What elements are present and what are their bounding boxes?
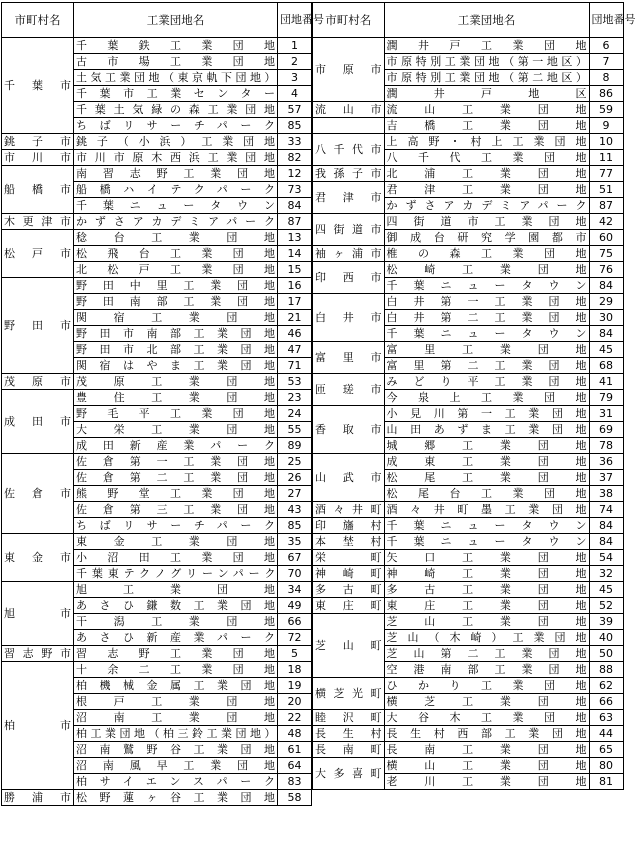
- estate-number-cell: 36: [589, 454, 623, 470]
- estate-name-cell: 北松戸工業団地: [74, 262, 278, 278]
- estate-name-cell: 横芝工業団地: [384, 694, 589, 710]
- estate-name-cell: 松野蓮ヶ谷工業団地: [74, 790, 278, 806]
- estate-name-cell: 御成台研究学園都市: [384, 230, 589, 246]
- estate-number-cell: 27: [278, 486, 312, 502]
- estate-number-cell: 77: [589, 166, 623, 182]
- estate-number-cell: 46: [278, 326, 312, 342]
- estate-name-cell: 市原特別工業団地（第二地区）: [384, 70, 589, 86]
- estate-number-cell: 14: [278, 246, 312, 262]
- estate-name-cell: 市原特別工業団地（第一地区）: [384, 54, 589, 70]
- table-row: [2, 134, 312, 150]
- estate-name-cell: 神崎工業団地: [384, 566, 589, 582]
- estate-name-cell: 沼南鷲野谷工業団地: [74, 742, 278, 758]
- left-estate-table: [1, 2, 324, 806]
- municipality-cell: 白 井 市: [312, 294, 384, 342]
- municipality-cell: 佐 倉 市: [2, 454, 74, 534]
- estate-name-cell: 長生村西部工業団地: [384, 726, 589, 742]
- estate-number-cell: 29: [589, 294, 623, 310]
- table-row: [312, 614, 623, 630]
- estate-name-cell: 沼南風早工業団地: [74, 758, 278, 774]
- estate-number-cell: 53: [278, 374, 312, 390]
- estate-name-cell: ちばリサーチパーク: [74, 118, 278, 134]
- estate-number-cell: 49: [278, 598, 312, 614]
- table-row: [312, 294, 623, 310]
- estate-number-cell: 7: [589, 54, 623, 70]
- estate-name-cell: みどり平工業団地: [384, 374, 589, 390]
- table-row: [312, 678, 623, 694]
- estate-number-cell: 51: [589, 182, 623, 198]
- table-row: [312, 406, 623, 422]
- estate-name-cell: 土気工業団地（東京軌下団地）: [74, 70, 278, 86]
- estate-number-cell: 20: [278, 694, 312, 710]
- municipality-cell: 茂 原 市: [2, 374, 74, 390]
- estate-name-cell: あさひ新産業パーク: [74, 630, 278, 646]
- table-row: [2, 38, 312, 54]
- estate-number-cell: 84: [589, 534, 623, 550]
- estate-number-cell: 62: [589, 678, 623, 694]
- estate-number-cell: 3: [278, 70, 312, 86]
- estate-number-cell: 10: [589, 134, 623, 150]
- municipality-cell: 旭 市: [2, 582, 74, 646]
- estate-number-cell: 55: [278, 422, 312, 438]
- estate-number-cell: 23: [278, 390, 312, 406]
- estate-name-cell: 茂原工業団地: [74, 374, 278, 390]
- estate-name-cell: 銚子（小浜）工業団地: [74, 134, 278, 150]
- table-row: [2, 150, 312, 166]
- estate-name-cell: 老川工業団地: [384, 774, 589, 790]
- estate-number-cell: 43: [278, 502, 312, 518]
- table-row: [2, 390, 312, 406]
- municipality-cell: 四 街 道 市: [312, 214, 384, 246]
- estate-number-cell: 41: [589, 374, 623, 390]
- municipality-cell: 東 金 市: [2, 534, 74, 582]
- estate-number-cell: 4: [278, 86, 312, 102]
- estate-number-cell: 83: [278, 774, 312, 790]
- estate-number-cell: 25: [278, 454, 312, 470]
- estate-name-cell: 柏工業団地（柏三鈴工業団地）: [74, 726, 278, 742]
- estate-number-cell: 70: [278, 566, 312, 582]
- right-header-number: 団地番号: [589, 3, 623, 38]
- estate-name-cell: 十余二工業団地: [74, 662, 278, 678]
- estate-number-cell: 89: [278, 438, 312, 454]
- estate-number-cell: 61: [278, 742, 312, 758]
- estate-number-cell: 73: [278, 182, 312, 198]
- municipality-cell: 多 古 町: [312, 582, 384, 598]
- estate-number-cell: 50: [589, 646, 623, 662]
- estate-name-cell: 千葉ニュータウン: [74, 198, 278, 214]
- municipality-cell: 成 田 市: [2, 390, 74, 454]
- estate-name-cell: 佐倉第一工業団地: [74, 454, 278, 470]
- table-row: [312, 38, 623, 54]
- estate-number-cell: 6: [589, 38, 623, 54]
- estate-name-cell: ちばリサーチパーク: [74, 518, 278, 534]
- municipality-cell: 流 山 市: [312, 102, 384, 118]
- estate-name-cell: 干潟工業団地: [74, 614, 278, 630]
- municipality-cell: 我 孫 子 市: [312, 166, 384, 182]
- municipality-cell: 匝 瑳 市: [312, 374, 384, 406]
- municipality-cell: 市 原 市: [312, 38, 384, 102]
- estate-number-cell: 1: [278, 38, 312, 54]
- estate-number-cell: 85: [278, 518, 312, 534]
- estate-number-cell: 2: [278, 54, 312, 70]
- estate-number-cell: 72: [278, 630, 312, 646]
- estate-name-cell: 小見川第一工業団地: [384, 406, 589, 422]
- estate-name-cell: 芝山工業団地: [384, 614, 589, 630]
- estate-number-cell: 52: [589, 598, 623, 614]
- table-row: [2, 646, 312, 662]
- estate-name-cell: 松尾工業団地: [384, 470, 589, 486]
- estate-name-cell: 佐倉第二工業団地: [74, 470, 278, 486]
- table-row: [312, 758, 623, 774]
- estate-number-cell: 32: [589, 566, 623, 582]
- estate-number-cell: 18: [278, 662, 312, 678]
- right-header-row: [312, 3, 623, 38]
- estate-number-cell: 71: [278, 358, 312, 374]
- estate-name-cell: 旭工業団地: [74, 582, 278, 598]
- table-row: [312, 598, 623, 614]
- estate-name-cell: 潤井戸地区: [384, 86, 589, 102]
- estate-name-cell: 習志野工業団地: [74, 646, 278, 662]
- estate-name-cell: 佐倉第三工業団地: [74, 502, 278, 518]
- estate-name-cell: 稔台工業団地: [74, 230, 278, 246]
- estate-number-cell: 57: [278, 102, 312, 118]
- estate-number-cell: 35: [278, 534, 312, 550]
- estate-number-cell: 64: [278, 758, 312, 774]
- estate-name-cell: 空港南部工業団地: [384, 662, 589, 678]
- municipality-cell: [312, 118, 384, 134]
- table-row: [2, 166, 312, 182]
- estate-number-cell: 88: [589, 662, 623, 678]
- right-header-municipality: 市町村名: [312, 3, 384, 38]
- estate-number-cell: 47: [278, 342, 312, 358]
- estate-number-cell: 79: [589, 390, 623, 406]
- municipality-cell: 富 里 市: [312, 342, 384, 374]
- estate-name-cell: 野田市南部工業団地: [74, 326, 278, 342]
- estate-number-cell: 87: [278, 214, 312, 230]
- estate-number-cell: 84: [589, 326, 623, 342]
- estate-number-cell: 86: [589, 86, 623, 102]
- municipality-cell: 勝 浦 市: [2, 790, 74, 806]
- estate-name-cell: 四街道市工業団地: [384, 214, 589, 230]
- municipality-cell: 君 津 市: [312, 182, 384, 214]
- estate-name-cell: 富里工業団地: [384, 342, 589, 358]
- estate-name-cell: 根戸工業団地: [74, 694, 278, 710]
- municipality-cell: 睦 沢 町: [312, 710, 384, 726]
- municipality-cell: 芝 山 町: [312, 614, 384, 678]
- estate-number-cell: 85: [278, 118, 312, 134]
- estate-name-cell: 千葉土気緑の森工業団地: [74, 102, 278, 118]
- estate-number-cell: 82: [278, 150, 312, 166]
- estate-name-cell: 白井第二工業団地: [384, 310, 589, 326]
- table-row: [312, 502, 623, 518]
- left-header-estate: 工業団地名: [74, 3, 278, 38]
- estate-number-cell: 67: [278, 550, 312, 566]
- estate-number-cell: 80: [589, 758, 623, 774]
- estate-number-cell: 34: [278, 582, 312, 598]
- municipality-cell: 船 橋 市: [2, 166, 74, 214]
- estate-name-cell: 大谷木工業団地: [384, 710, 589, 726]
- estate-name-cell: 成東工業団地: [384, 454, 589, 470]
- estate-name-cell: 山田あずま工業団地: [384, 422, 589, 438]
- estate-number-cell: 84: [589, 278, 623, 294]
- estate-name-cell: 八千代工業団地: [384, 150, 589, 166]
- table-row: [312, 102, 623, 118]
- estate-name-cell: 関宿工業団地: [74, 310, 278, 326]
- estate-number-cell: 21: [278, 310, 312, 326]
- table-row: [2, 534, 312, 550]
- estate-number-cell: 44: [589, 726, 623, 742]
- municipality-cell: 印 旛 村: [312, 518, 384, 534]
- estate-name-cell: 野毛平工業団地: [74, 406, 278, 422]
- estate-name-cell: 成田新産業パーク: [74, 438, 278, 454]
- estate-number-cell: 74: [589, 502, 623, 518]
- estate-number-cell: 75: [589, 246, 623, 262]
- estate-number-cell: 81: [589, 774, 623, 790]
- table-row: [312, 246, 623, 262]
- municipality-cell: 松 戸 市: [2, 230, 74, 278]
- estate-number-cell: 39: [589, 614, 623, 630]
- estate-number-cell: 58: [278, 790, 312, 806]
- estate-name-cell: 大栄工業団地: [74, 422, 278, 438]
- estate-name-cell: 松崎工業団地: [384, 262, 589, 278]
- estate-number-cell: 22: [278, 710, 312, 726]
- estate-name-cell: 潤井戸工業団地: [384, 38, 589, 54]
- estate-name-cell: 野田市北部工業団地: [74, 342, 278, 358]
- estate-number-cell: 40: [589, 630, 623, 646]
- estate-number-cell: 54: [589, 550, 623, 566]
- estate-number-cell: 42: [589, 214, 623, 230]
- estate-name-cell: 古市場工業団地: [74, 54, 278, 70]
- estate-name-cell: 市川市原木西浜工業団地: [74, 150, 278, 166]
- estate-number-cell: 45: [589, 342, 623, 358]
- estate-number-cell: 66: [278, 614, 312, 630]
- estate-number-cell: 63: [589, 710, 623, 726]
- municipality-cell: 野 田 市: [2, 278, 74, 374]
- estate-number-cell: 69: [589, 422, 623, 438]
- municipality-cell: 印 西 市: [312, 262, 384, 294]
- left-header-municipality: 市町村名: [2, 3, 74, 38]
- municipality-cell: 千 葉 市: [2, 38, 74, 134]
- municipality-cell: 香 取 市: [312, 406, 384, 454]
- table-row: [312, 166, 623, 182]
- estate-number-cell: 17: [278, 294, 312, 310]
- estate-name-cell: 野田中里工業団地: [74, 278, 278, 294]
- table-row: [2, 214, 312, 230]
- right-header-estate: 工業団地名: [384, 3, 589, 38]
- table-row: [312, 742, 623, 758]
- table-row: [312, 518, 623, 534]
- estate-name-cell: 椎の森工業団地: [384, 246, 589, 262]
- estate-number-cell: 48: [278, 726, 312, 742]
- estate-name-cell: 今泉上工業団地: [384, 390, 589, 406]
- estate-name-cell: 千葉ニュータウン: [384, 534, 589, 550]
- estate-name-cell: 柏機械金属工業団地: [74, 678, 278, 694]
- municipality-cell: 銚 子 市: [2, 134, 74, 150]
- estate-name-cell: 酒々井町墨工業団地: [384, 502, 589, 518]
- estate-number-cell: 84: [278, 198, 312, 214]
- estate-number-cell: 65: [589, 742, 623, 758]
- estate-name-cell: かずさアカデミアパーク: [74, 214, 278, 230]
- table-row: [2, 582, 312, 598]
- estate-name-cell: 千葉ニュータウン: [384, 326, 589, 342]
- table-row: [312, 342, 623, 358]
- estate-name-cell: 千葉鉄工業団地: [74, 38, 278, 54]
- municipality-cell: 市 川 市: [2, 150, 74, 166]
- municipality-cell: 東 庄 町: [312, 598, 384, 614]
- table-row: [312, 726, 623, 742]
- municipality-cell: 山 武 市: [312, 454, 384, 502]
- estate-number-cell: 5: [278, 646, 312, 662]
- estate-number-cell: 12: [278, 166, 312, 182]
- table-row: [312, 214, 623, 230]
- estate-name-cell: 長南工業団地: [384, 742, 589, 758]
- municipality-cell: 習 志 野 市: [2, 646, 74, 662]
- estate-name-cell: かずさアカデミアパーク: [384, 198, 589, 214]
- estate-number-cell: 33: [278, 134, 312, 150]
- table-row: [312, 550, 623, 566]
- estate-name-cell: 芝山（木崎）工業団地: [384, 630, 589, 646]
- estate-number-cell: 78: [589, 438, 623, 454]
- estate-number-cell: 87: [589, 198, 623, 214]
- estate-number-cell: 26: [278, 470, 312, 486]
- estate-name-cell: 吉橋工業団地: [384, 118, 589, 134]
- estate-name-cell: 松尾台工業団地: [384, 486, 589, 502]
- table-row: [2, 278, 312, 294]
- estate-name-cell: 富里第二工業団地: [384, 358, 589, 374]
- left-header-row: [2, 3, 312, 38]
- estate-name-cell: 千葉ニュータウン: [384, 278, 589, 294]
- estate-number-cell: 60: [589, 230, 623, 246]
- table-row: [2, 662, 312, 678]
- table-row: [312, 262, 623, 278]
- estate-name-cell: 東庄工業団地: [384, 598, 589, 614]
- estate-number-cell: 13: [278, 230, 312, 246]
- table-row: [312, 182, 623, 198]
- estate-name-cell: あさひ鎌数工業団地: [74, 598, 278, 614]
- estate-number-cell: 24: [278, 406, 312, 422]
- estate-number-cell: 8: [589, 70, 623, 86]
- left-header-number: 団地番号: [278, 3, 312, 38]
- estate-number-cell: 31: [589, 406, 623, 422]
- estate-name-cell: 芝山第二工業団地: [384, 646, 589, 662]
- estate-name-cell: 千葉ニュータウン: [384, 518, 589, 534]
- municipality-cell: 酒 々 井 町: [312, 502, 384, 518]
- estate-name-cell: 船橋ハイテクパーク: [74, 182, 278, 198]
- table-row: [312, 582, 623, 598]
- right-estate-table: [311, 2, 636, 790]
- estate-name-cell: 豊住工業団地: [74, 390, 278, 406]
- estate-number-cell: 66: [589, 694, 623, 710]
- estate-number-cell: 68: [589, 358, 623, 374]
- estate-number-cell: 16: [278, 278, 312, 294]
- municipality-cell: 神 崎 町: [312, 566, 384, 582]
- municipality-cell: 長 生 村: [312, 726, 384, 742]
- table-row: [312, 454, 623, 470]
- estate-name-cell: 北浦工業団地: [384, 166, 589, 182]
- municipality-cell: 柏 市: [2, 662, 74, 790]
- estate-number-cell: 59: [589, 102, 623, 118]
- estate-name-cell: 関宿はやま工業団地: [74, 358, 278, 374]
- municipality-cell: 横 芝 光 町: [312, 678, 384, 710]
- table-row: [2, 790, 312, 806]
- municipality-cell: 長 南 町: [312, 742, 384, 758]
- estate-name-cell: 白井第一工業団地: [384, 294, 589, 310]
- estate-name-cell: 沼南工業団地: [74, 710, 278, 726]
- estate-name-cell: 熊野堂工業団地: [74, 486, 278, 502]
- estate-name-cell: 千葉東テクノグリーンパーク: [74, 566, 278, 582]
- table-row: [312, 374, 623, 390]
- table-row: [2, 454, 312, 470]
- estate-number-cell: 11: [589, 150, 623, 166]
- estate-number-cell: 84: [589, 518, 623, 534]
- table-row: [2, 230, 312, 246]
- municipality-cell: 大 多 喜 町: [312, 758, 384, 790]
- municipality-cell: 本 埜 村: [312, 534, 384, 550]
- municipality-cell: 八 千 代 市: [312, 134, 384, 166]
- table-row: [312, 118, 623, 134]
- estate-name-cell: 城郷工業団地: [384, 438, 589, 454]
- table-row: [312, 534, 623, 550]
- estate-name-cell: 野田南部工業団地: [74, 294, 278, 310]
- estate-name-cell: 矢口工業団地: [384, 550, 589, 566]
- table-row: [312, 566, 623, 582]
- estate-number-cell: 76: [589, 262, 623, 278]
- estate-number-cell: 45: [589, 582, 623, 598]
- estate-number-cell: 15: [278, 262, 312, 278]
- estate-number-cell: 9: [589, 118, 623, 134]
- estate-name-cell: ひかり工業団地: [384, 678, 589, 694]
- estate-name-cell: 君津工業団地: [384, 182, 589, 198]
- estate-name-cell: 上高野・村上工業団地: [384, 134, 589, 150]
- estate-name-cell: 柏サイエンスパーク: [74, 774, 278, 790]
- table-row: [2, 374, 312, 390]
- estate-number-cell: 37: [589, 470, 623, 486]
- municipality-cell: 袖 ヶ 浦 市: [312, 246, 384, 262]
- estate-name-cell: 南習志野工業団地: [74, 166, 278, 182]
- estate-name-cell: 流山工業団地: [384, 102, 589, 118]
- estate-name-cell: 東金工業団地: [74, 534, 278, 550]
- estate-number-cell: 30: [589, 310, 623, 326]
- estate-name-cell: 横山工業団地: [384, 758, 589, 774]
- municipality-cell: 木 更 津 市: [2, 214, 74, 230]
- table-row: [312, 710, 623, 726]
- estate-name-cell: 多古工業団地: [384, 582, 589, 598]
- estate-name-cell: 松飛台工業団地: [74, 246, 278, 262]
- municipality-cell: 栄 町: [312, 550, 384, 566]
- estate-number-cell: 19: [278, 678, 312, 694]
- estate-name-cell: 小沼田工業団地: [74, 550, 278, 566]
- estate-name-cell: 千葉市工業センター: [74, 86, 278, 102]
- estate-number-cell: 38: [589, 486, 623, 502]
- table-row: [312, 134, 623, 150]
